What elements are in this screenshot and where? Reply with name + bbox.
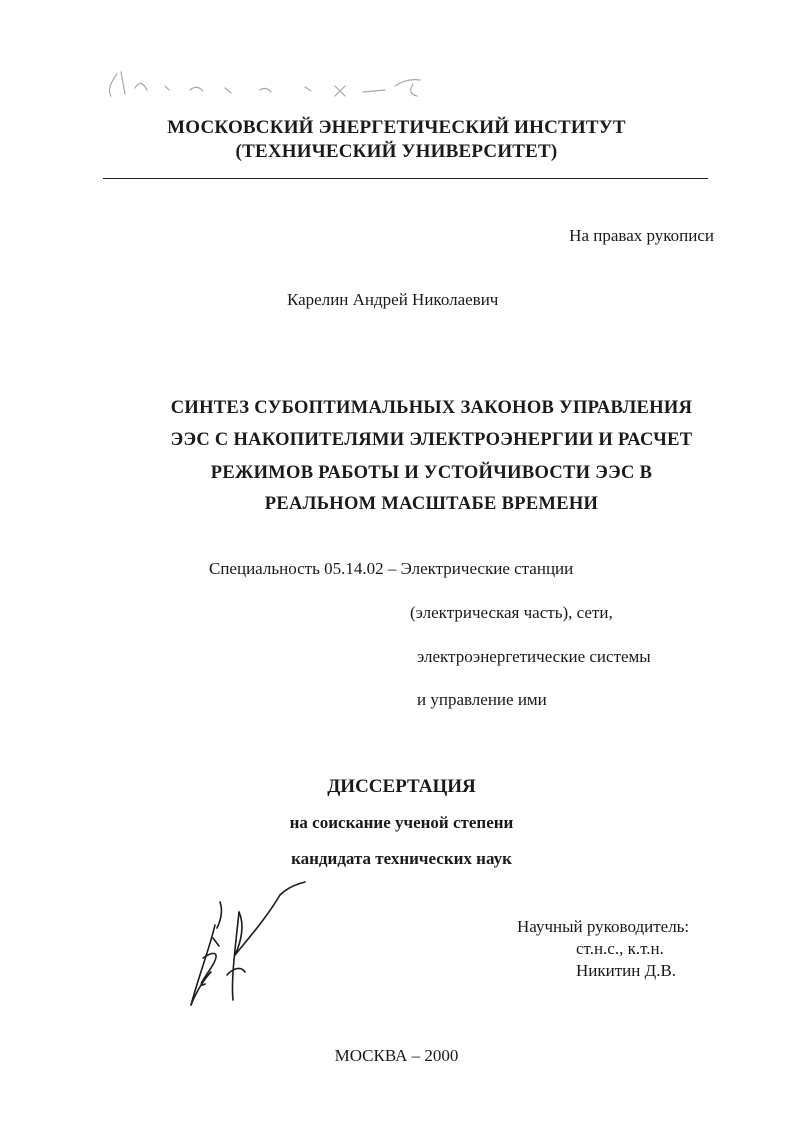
institution-subtitle: (ТЕХНИЧЕСКИЙ УНИВЕРСИТЕТ) — [235, 141, 558, 162]
specialty-line: (электрическая часть), сети, — [410, 603, 613, 622]
title-line: ЭЭС С НАКОПИТЕЛЯМИ ЭЛЕКТРОЭНЕРГИИ И РАСЧЕТ — [170, 430, 693, 450]
author-name: Карелин Андрей Николаевич — [287, 290, 499, 309]
document-type-heading: ДИССЕРТАЦИЯ — [327, 776, 476, 797]
city-year: МОСКВА – 2000 — [334, 1046, 459, 1065]
author-signature — [175, 880, 315, 1020]
supervisor-label: Научный руководитель: — [517, 917, 690, 936]
supervisor-name: Никитин Д.В. — [576, 961, 677, 980]
specialty-line: и управление ими — [417, 690, 547, 709]
degree-line: на соискание ученой степени — [289, 813, 514, 832]
title-line: РЕЖИМОВ РАБОТЫ И УСТОЙЧИВОСТИ ЭЭС В — [210, 463, 653, 483]
degree-line: кандидата технических наук — [291, 849, 512, 868]
pencil-scribble — [95, 60, 475, 110]
title-line: РЕАЛЬНОМ МАСШТАБЕ ВРЕМЕНИ — [264, 494, 599, 514]
specialty-line: электроэнергетические системы — [417, 647, 651, 666]
rights-note: На правах рукописи — [569, 226, 714, 245]
header-divider — [103, 178, 708, 179]
title-line: СИНТЕЗ СУБОПТИМАЛЬНЫХ ЗАКОНОВ УПРАВЛЕНИЯ — [170, 398, 693, 418]
institution-name: МОСКОВСКИЙ ЭНЕРГЕТИЧЕСКИЙ ИНСТИТУТ — [167, 117, 626, 138]
specialty-line: Специальность 05.14.02 – Электрические станции — [209, 559, 574, 578]
supervisor-degree: ст.н.с., к.т.н. — [576, 939, 664, 958]
